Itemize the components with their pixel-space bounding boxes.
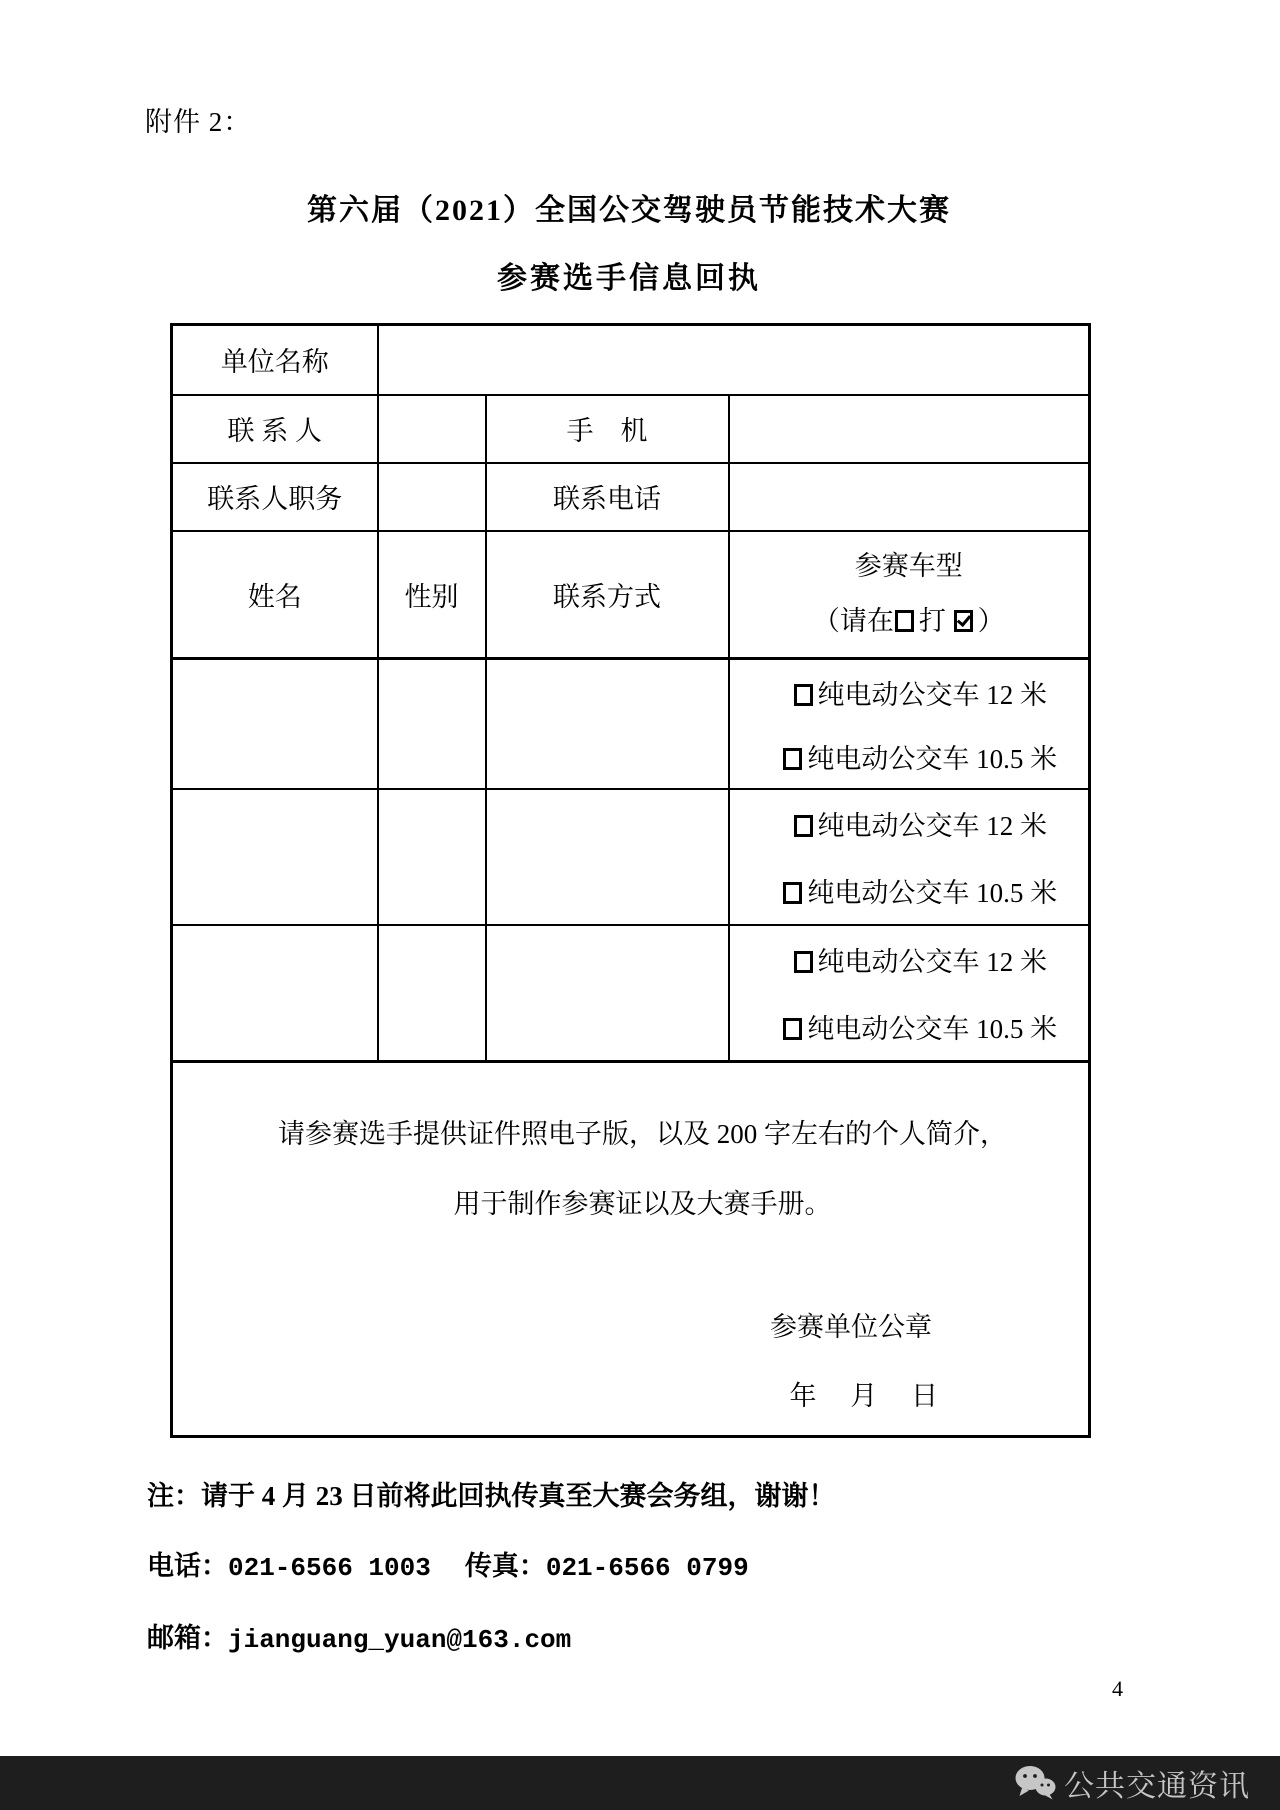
row-contact-title — [172, 463, 1090, 531]
col-header-gender: 性别 — [378, 531, 486, 659]
vehicle-type-cell — [729, 789, 1090, 925]
phone-number: 021-6566 1003 — [228, 1553, 431, 1583]
checkbox-empty-icon — [783, 882, 802, 904]
note-line-1: 请参赛选手提供证件照电子版，以及 200 字左右的个人简介， — [278, 1119, 1007, 1149]
row-contact-person — [172, 395, 1090, 463]
checkbox-empty-icon — [895, 610, 914, 632]
wechat-icon — [1014, 1765, 1056, 1801]
footer-bar — [0, 1756, 1280, 1810]
deadline-note: 注：请于 4 月 23 日前将此回执传真至大赛会务组，谢谢！ — [147, 1481, 836, 1511]
footer-notes — [147, 1480, 1280, 1656]
phone-fax-line — [147, 1550, 1280, 1584]
checkbox-empty-icon — [783, 748, 802, 770]
footer-brand: 公共交通资讯 — [1064, 1770, 1250, 1803]
row-column-headers — [172, 531, 1090, 659]
checkbox-empty-icon — [794, 815, 813, 837]
attachment-label: 附件 2： — [145, 107, 252, 137]
gender-cell — [378, 659, 486, 790]
row-unit-name — [172, 325, 1090, 395]
contact-cell — [486, 925, 729, 1062]
vehicle-option-105m: 纯电动公交车 10.5 米 — [752, 737, 1089, 776]
contact-phone-label: 联系电话 — [486, 463, 729, 531]
fax-number: 021-6566 0799 — [545, 1553, 749, 1583]
name-cell — [172, 925, 378, 1062]
name-cell — [172, 789, 378, 925]
driver-row-1 — [172, 659, 1090, 790]
contact-cell — [486, 789, 729, 925]
vehicle-header-line1: 参赛车型 — [854, 551, 963, 582]
note-line-2: 用于制作参赛证以及大赛手册。 — [453, 1189, 832, 1219]
col-header-name: 姓名 — [172, 531, 378, 659]
contact-person-value-cell — [378, 395, 486, 463]
phone-label: 电话： — [147, 1551, 228, 1581]
vehicle-option-12m: 纯电动公交车 12 米 — [752, 673, 1089, 712]
checkbox-empty-icon — [794, 684, 813, 706]
contact-phone-value-cell — [729, 463, 1090, 531]
seal-label: 参赛单位公章 — [770, 1312, 933, 1342]
vehicle-option-105m: 纯电动公交车 10.5 米 — [752, 871, 1089, 910]
unit-name-label: 单位名称 — [172, 325, 378, 395]
participant-info-table — [170, 323, 1091, 1438]
fax-label: 传真： — [464, 1551, 546, 1581]
email-label: 邮箱： — [147, 1623, 228, 1653]
col-header-vehicle-type — [729, 531, 1090, 659]
row-note-and-seal — [172, 1062, 1090, 1437]
page-number: 4 — [1112, 1676, 1123, 1701]
vehicle-type-cell — [729, 925, 1090, 1062]
checkbox-empty-icon — [783, 1018, 802, 1040]
gender-cell — [378, 789, 486, 925]
doc-title: 第六届（2021）全国公交驾驶员节能技术大赛 — [307, 194, 951, 227]
unit-name-value-cell — [378, 325, 1090, 395]
checkbox-empty-icon — [794, 951, 813, 973]
email-address: jianguang_yuan@163.com — [228, 1625, 572, 1655]
note-cell — [172, 1062, 1090, 1437]
vehicle-type-cell — [729, 659, 1090, 790]
vehicle-option-12m: 纯电动公交车 12 米 — [752, 940, 1089, 979]
name-cell — [172, 659, 378, 790]
checkbox-checked-icon — [954, 610, 973, 632]
contact-person-label: 联 系 人 — [172, 395, 378, 463]
vehicle-option-12m: 纯电动公交车 12 米 — [752, 804, 1089, 843]
gender-cell — [378, 925, 486, 1062]
contact-title-label: 联系人职务 — [172, 463, 378, 531]
mobile-value-cell — [729, 395, 1090, 463]
date-label: 年 月 日 — [789, 1381, 939, 1411]
driver-row-3 — [172, 925, 1090, 1062]
email-line — [147, 1622, 1280, 1656]
vehicle-header-line2: （请在 打 ） — [812, 606, 1005, 637]
mobile-label: 手 机 — [486, 395, 729, 463]
vehicle-option-105m: 纯电动公交车 10.5 米 — [752, 1007, 1089, 1046]
contact-title-value-cell — [378, 463, 486, 531]
driver-row-2 — [172, 789, 1090, 925]
col-header-contact: 联系方式 — [486, 531, 729, 659]
contact-cell — [486, 659, 729, 790]
doc-header — [170, 185, 1088, 297]
doc-subtitle: 参赛选手信息回执 — [497, 262, 761, 295]
